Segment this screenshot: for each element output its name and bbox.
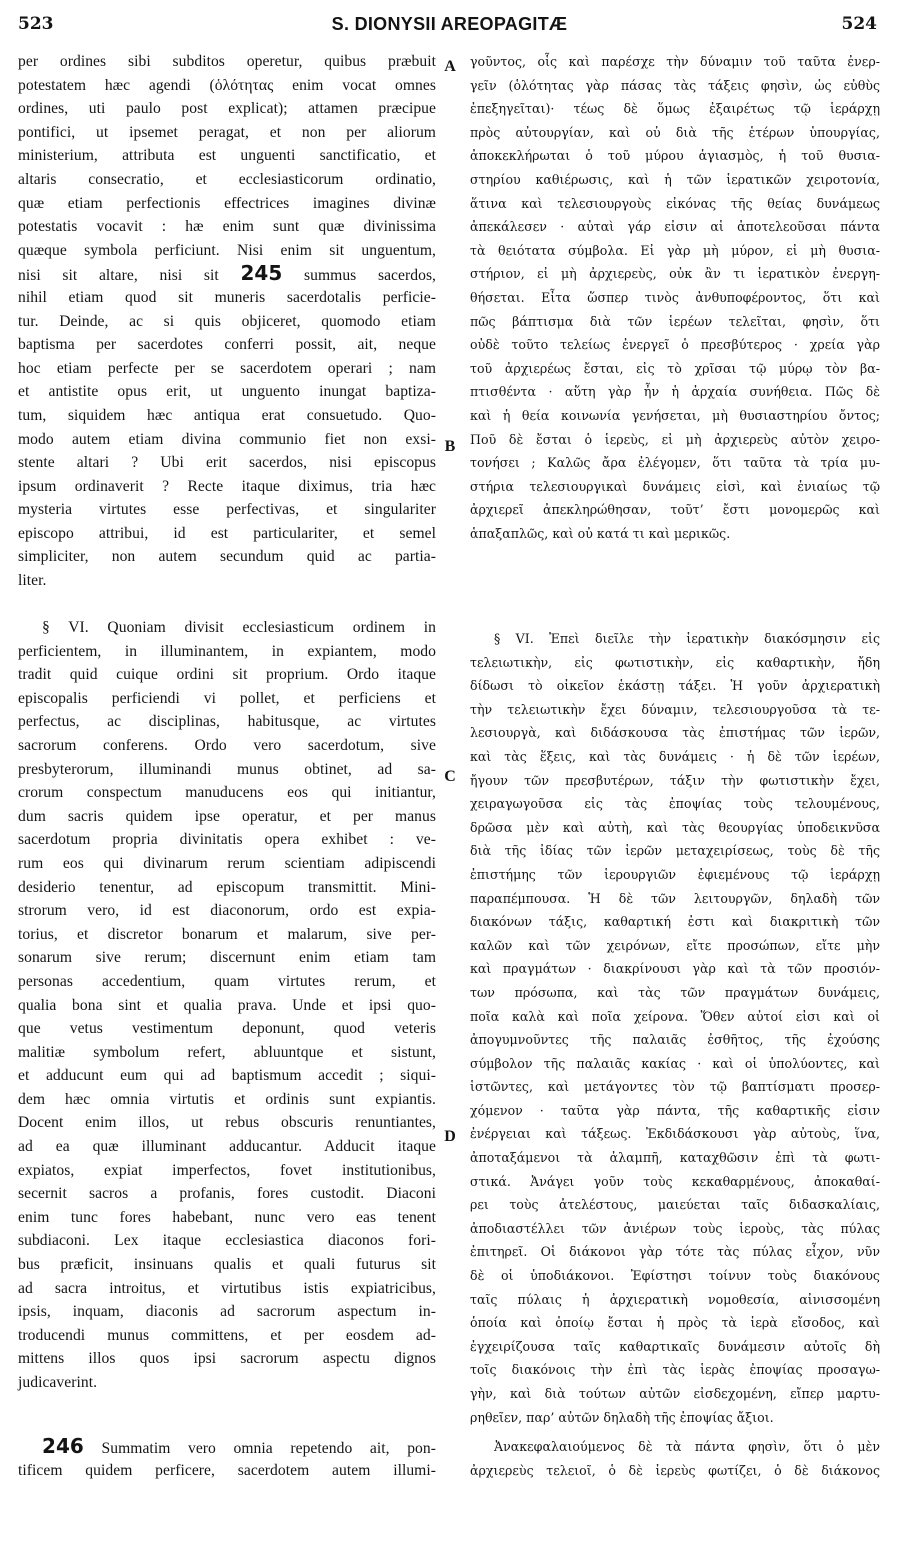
latin-p1-lines xyxy=(18,50,436,262)
text-line: ἀποταξάμενοι τὰ ἀλαμπῆ, καταχθῶσιν ἐπὶ τὰ φωτι- xyxy=(470,1150,880,1166)
text-line: τονήσει ; Καλῶς ἄρα ἐλέγομεν, ὅτι ταῦτα τὰ τρία μυ- xyxy=(470,455,880,471)
text-line: ἐγχειρίζουσα ταῖς καθαρτικαῖς δυνάμεσιν αὐτοῖς δὴ xyxy=(470,1338,880,1354)
text-line: πρὸς αὐτουργίαν, καὶ οὐ διὰ τῆς ἑτέρων ὑπουργίας, xyxy=(470,124,880,140)
text-line: sonarum sive rerum; discernunt enim etiam tam xyxy=(18,949,436,967)
text-line: simpliciter, non autem secundum quid ac partia- xyxy=(18,548,436,566)
text-line xyxy=(18,262,436,286)
text-line: liter. xyxy=(18,572,47,590)
text-line: ordines, uti paulo post explicat); attamen præcipue xyxy=(18,100,436,118)
text-line: perficientem, in illuminantem, in expiantem, modo xyxy=(18,642,436,660)
greek-paragraph-1 xyxy=(470,50,880,545)
text-line: ἀρχιερεὺς τελειοῖ, ὁ δὲ ἱερεὺς φωτίζει, ὁ δὲ διάκονος xyxy=(470,1462,880,1478)
inline-text: Summatim vero omnia repetendo ait, pon- xyxy=(101,1440,436,1457)
text-line: ἤγουν τῶν πρεσβυτέρων, τάξιν τὴν φωτιστικὴν ἔχει, xyxy=(470,772,880,788)
text-line: bus præficit, insinuans qualis et quali futurus sit xyxy=(18,1256,436,1274)
text-line: enim tunc fores habebant, nunc vero eas tenent xyxy=(18,1208,436,1226)
text-line: ἀποκεκλήρωται ὁ τοῦ μύρου ἁγιασμὸς, ἡ τοῦ θυσια- xyxy=(470,148,880,164)
margin-marker: D xyxy=(444,1128,456,1145)
text-line: tificem quidem perficere, sacerdotem autem illumi- xyxy=(18,1461,436,1479)
text-line: καὶ πραγμάτων · διακρίνουσι γὰρ καὶ τὰ τῶν προσιόν- xyxy=(470,961,880,977)
text-line: troducendi munus committens, et per eosdem ad- xyxy=(18,1326,436,1344)
text-line: στήρια τελεσιουργικαὶ δυνάμεις εἰσὶ, καὶ ἑνιαίως τῷ xyxy=(470,478,880,494)
text-line: § VI. Ἐπεὶ διεῖλε τὴν ἱερατικὴν διακόσμησιν εἰς xyxy=(494,631,880,646)
text-line: § VI. Quoniam divisit ecclesiasticum ordinem in xyxy=(42,619,436,636)
text-line: modo autem etiam divina communio fiet non exsi- xyxy=(18,430,436,448)
text-line: των πρόσωπα, καὶ τὰς τῶν πραγμάτων δυνάμεις, xyxy=(470,984,880,1000)
column-number: 245 xyxy=(240,261,283,286)
text-line: γοῦντος, οἷς καὶ παρέσχε τὴν δύναμιν τοῦ ταῦτα ἐνερ- xyxy=(470,54,880,69)
inline-text: nisi sit altare, nisi sit xyxy=(18,267,219,285)
margin-marker: B xyxy=(444,438,456,455)
text-line: stente altari ? Ubi erit sacerdos, nisi episcopus xyxy=(18,454,436,472)
text-line: ad sacra introitus, et virtutibus istis expiatricibus, xyxy=(18,1279,436,1297)
text-line: ἀπεκάλεσεν · αὐταὶ γάρ εἰσιν αἱ ἀποτελεοῦσαι πάντα xyxy=(470,219,880,235)
text-line: potestatem hæc agendi (ὁλότητας enim vocat omnes xyxy=(18,76,436,94)
text-line: διὰ τῆς ἰδίας τῶν ἱερῶν μεταχειρίσεως, τοὺς δὲ τῆς xyxy=(470,843,880,859)
text-line: ἀρχιερεῖ ἀπεκληρώθησαν, τοῦτ’ ἔστι μονομερῶς καὶ xyxy=(470,502,880,518)
text-line: λεσιουργὰ, καὶ διδάσκουσα τὰς ἐπιστήμας τῶν ἱερῶν, xyxy=(470,725,880,741)
text-line: χειραγωγοῦσα εἰς τὰς ἐποψίας τοὺς τελουμένους, xyxy=(470,796,880,812)
text-line xyxy=(18,1435,436,1459)
text-line: ἐπιτηρεῖ. Οἱ διάκονοι γὰρ τότε τὰς πύλας εἶχον, νῦν xyxy=(470,1244,880,1260)
text-line: subdiaconi. Lex itaque ecclesiastica diaconos fori- xyxy=(18,1232,436,1250)
text-line: per ordines sibi subditos operetur, quibus præbuit xyxy=(18,53,436,70)
page-header xyxy=(0,0,899,42)
text-line: episcopo attribui, id est particulariter, et semel xyxy=(18,524,436,542)
text-line: ἐπιστήμης τῶν ἱερουργιῶν ἐφιεμένους τῷ ἱεράρχῃ xyxy=(470,866,880,882)
text-line: γεῖν (ὁλότητας γὰρ πάσας τὰς τάξεις φησὶν, ὡς εὐθὺς xyxy=(470,77,880,93)
text-line: mittens illos quos ipsi sacrorum aspectu dignos xyxy=(18,1350,436,1368)
text-line: παραπέμπουσα. Ἡ δὲ τῶν λειτουργῶν, δηλαδὴ τῶν xyxy=(470,890,880,906)
text-line: τὴν τελειωτικὴν ἔχει δύναμιν, τελεσιουργοῦσα τὰ τε- xyxy=(470,701,880,717)
text-line: πῶς βάπτισμα διὰ τῶν ἱερέων τελεῖται, φησὶν, ὅτι xyxy=(470,313,880,329)
text-line: altaris consecratio, et ecclesiasticorum ordinatio, xyxy=(18,170,436,188)
text-line: ἐνέργειαι καὶ τάξεως. Ἐκδιδάσκουσι γὰρ αὐτοὺς, ἵνα, xyxy=(470,1126,880,1142)
text-line: οὐδὲ τοῦτο τελείως ἐνεργεῖ ὁ πρεσβύτερος · χρεία γὰρ xyxy=(470,337,880,353)
text-line: judicaverint. xyxy=(18,1374,98,1391)
text-line: ἱστῶντες, καὶ μετάγοντες τὸν τῷ βαπτίσματι προσερ- xyxy=(470,1079,880,1095)
text-line: ipsum ordinaverit ? Recte itaque diximus, tria hæc xyxy=(18,477,436,495)
text-line: quæ etiam perfectionis effectrices imagines divinæ xyxy=(18,194,436,212)
text-line: baptisma per sacerdotes conferri possit, ait, neque xyxy=(18,336,436,354)
text-line: episcopalis perficiendi vi pollet, et perficiens et xyxy=(18,689,436,707)
text-line: στικά. Ἀνάγει γοῦν τοὺς κεκαθαρμένους, ἀποκαθαί- xyxy=(470,1173,880,1189)
text-line: σύμβολον τῆς παλαιᾶς κακίας · καὶ οἱ ὑπολύοντες, καὶ xyxy=(470,1055,880,1071)
text-line: τοῖς διακόνοις τὴν ἐπὶ τὰς ἱερὰς ἐποψίας προσαγω- xyxy=(470,1362,880,1378)
text-line: δὲ οἱ ὑποδιάκονοι. Ἐφίστησι τοίνυν τοὺς διακόνους xyxy=(470,1268,880,1284)
latin-p1-rest-lines xyxy=(18,286,436,593)
text-line: χόμενον · ταῦτα γὰρ πάντα, τῆς καθαρτικῆς εἰσιν xyxy=(470,1102,880,1118)
text-line: πτισθέντα · αὕτη γὰρ ἦν ἡ ἀρχαία συνήθεια. Πῶς δὲ xyxy=(470,384,880,400)
text-line: ministerium, attributa est unguenti sanctificatio, et xyxy=(18,147,436,165)
latin-paragraph-1 xyxy=(18,50,436,593)
text-line: καλῶν καὶ τῶν χειρόνων, εἴτε προσώπων, εἴτε μὴν xyxy=(470,937,880,953)
margin-marker: C xyxy=(444,768,456,785)
text-line: Ἀνακεφαλαιούμενος δὲ τὰ πάντα φησὶν, ὅτι ὁ μὲν xyxy=(494,1439,880,1454)
text-line: rum eos qui divinarum rerum scientiam adipiscendi xyxy=(18,854,436,872)
inline-text: summus sacerdos, xyxy=(304,267,437,285)
text-line: pontifici, ut ipsemet peragat, et non per aliorum xyxy=(18,123,436,141)
text-line: ὁποία καὶ ὁποίῳ ἔσται ἡ πρὸς τὰ ἱερὰ εἴσοδος, καὶ xyxy=(470,1315,880,1331)
text-line: ταῖς πύλαις ἡ ἀρχιερατικὴ νομοθεσία, αἰνισσομένη xyxy=(470,1291,880,1307)
greek-paragraph-3 xyxy=(470,1435,880,1482)
page-number-left: 523 xyxy=(18,14,54,34)
text-line: nihil etiam quod sit muneris sacerdotalis perficie- xyxy=(18,288,436,306)
text-line: hoc etiam perfecte per se sacerdotem operari ; nam xyxy=(18,359,436,377)
text-line: δίδωσι τὸ οἰκεῖον ἑκάστῃ τάξει. Ἡ γοῦν ἀρχιερατικὴ xyxy=(470,678,880,694)
text-line: τοῦ ἀρχιερέως ἔσται, εἰς τὸ χρῖσαι τῷ μύρῳ τὸν βα- xyxy=(470,360,880,376)
text-line: que vetus vestimentum deponunt, quod veteris xyxy=(18,1020,436,1038)
text-line: presbyterorum, illuminandi munus obtinet, ad sa- xyxy=(18,760,436,778)
column-number: 246 xyxy=(42,1434,84,1458)
text-line: ἀποδιαστέλλει τῶν ἀνιέρων τοὺς ἱεροὺς, τὰς πύλας xyxy=(470,1220,880,1236)
margin-marker: A xyxy=(444,58,456,75)
text-line: Docent enim illos, ut rebus obscuris renuntiantes, xyxy=(18,1114,436,1132)
text-line: tur. Deinde, ac si quis objiceret, quomodo etiam xyxy=(18,312,436,330)
text-line: crorum conspectum manuducens eos qui initiantur, xyxy=(18,784,436,802)
text-line: στηρίου καθιέρωσις, καὶ ἡ τῶν ἱερατικῶν χειροτονία, xyxy=(470,171,880,187)
text-line: dem hæc omnia virtutis et ordinis sunt expiantis. xyxy=(18,1090,436,1108)
text-line: δρῶσα μὲν καὶ αὐτὴ, καὶ τὰς θεουργίας ὑποδεικνῦσα xyxy=(470,819,880,835)
greek-paragraph-2 xyxy=(470,627,880,1429)
text-line: ἅτινα καὶ τελεσιουργοὺς εἰκόνας τῆς θείας δυνάμεως xyxy=(470,195,880,211)
text-line: ρηθεῖεν, παρ’ αὐτῶν δηλαδὴ τῆς ἐποψίας ἄξιοι. xyxy=(470,1409,774,1425)
text-line: ρει τοὺς ἀτελέστους, μαιεύεται ταῖς διδασκαλίαις, xyxy=(470,1197,880,1213)
text-line: personas accedentium, quam virtutes rerum, et xyxy=(18,972,436,990)
text-line: διακόνων τάξις, καθαρτική ἐστι καὶ διακριτικὴ τῶν xyxy=(470,914,880,930)
text-line: στήριον, εἰ μὴ ἀρχιερεὺς, οὐκ ἂν τι ἱερατικὸν ἐνεργη- xyxy=(470,266,880,282)
text-line: θήσεται. Εἶτα ὥσπερ τινὸς ἀνθυποφέροντος, ὅτι καὶ xyxy=(470,289,880,305)
text-line: καὶ ἡ θεία κοινωνία γενήσεται, μὴ θυσιαστηρίου ὄντος; xyxy=(470,407,880,423)
text-line: expiatos, expiat imperfectos, fovet institutionibus, xyxy=(18,1161,436,1179)
text-line: ἁπαξαπλῶς, καὶ οὐ κατά τι καὶ μερικῶς. xyxy=(470,525,731,541)
text-line: τελειωτικὴν, εἰς φωτιστικὴν, εἰς καθαρτικὴν, ἤδη xyxy=(470,654,880,670)
text-line: tradit quid cuique ordini sit proprium. Ordo itaque xyxy=(18,666,436,684)
text-line: secernit sacros a profanis, fores custodit. Diaconi xyxy=(18,1185,436,1203)
page-number-right: 524 xyxy=(841,14,877,34)
text-line: ἐπεξηγεῖται)· τέως δὲ ὅμως ἐξαιρέτως τῷ ἱεράρχῃ xyxy=(470,101,880,117)
latin-paragraph-2 xyxy=(18,616,436,1395)
text-line: ipsis, inquam, diaconis ad sacrorum aspectum in- xyxy=(18,1303,436,1321)
text-line: torius, et discretor bonarum et malarum, sive per- xyxy=(18,925,436,943)
text-line: dum sacris quidem ipse operatur, et per manus xyxy=(18,807,436,825)
text-line: perfectus, ac disciplinas, habitusque, ac virtutes xyxy=(18,713,436,731)
text-line: sacerdotum propria divinitatis opera exhibet : ve- xyxy=(18,831,436,849)
text-line: ad ea quæ illuminant adducantur. Adducit itaque xyxy=(18,1138,436,1156)
text-line: ποῖα καλὰ καὶ ποῖα χείρονα. Ὅθεν αὐτοί εἰσι καὶ οἱ xyxy=(470,1008,880,1024)
text-line: strorum vero, id est diaconorum, ordo est expia- xyxy=(18,902,436,920)
text-line: Ποῦ δὲ ἔσται ὁ ἱερεὺς, εἰ μὴ ἀρχιερεὺς αὐτὸν χειρο- xyxy=(470,431,880,447)
text-line: potestatis vocavit : hæ enim sunt quæ divinissima xyxy=(18,218,436,236)
text-line: qualia bona sint et qualia prava. Unde et ipsi quo- xyxy=(18,996,436,1014)
running-title: S. DIONYSII AREOPAGITÆ xyxy=(331,14,568,34)
text-line: καὶ τὰς ἕξεις, καὶ τὰς δυνάμεις · ἡ δὲ τῶν ἱερέων, xyxy=(470,748,880,764)
text-line: tum, siquidem hæc antiqua erat consuetudo. Quo- xyxy=(18,406,436,424)
text-line: malitiæ symbolum refert, abluuntque et sistunt, xyxy=(18,1043,436,1061)
text-line: τὰ θειότατα σύμβολα. Εἰ γὰρ μὴ μύρον, εἰ μὴ θυσια- xyxy=(470,242,880,258)
text-line: mysteria virtutes esse perfectivas, et singulariter xyxy=(18,501,436,519)
text-line: desiderio tenentur, ad episcopum transmittit. Mini- xyxy=(18,878,436,896)
text-line: sacrorum conferens. Ordo vero sacerdotum, sive xyxy=(18,736,436,754)
text-line: ἀπογυμνοῦντες τῆς παλαιᾶς ἐσθῆτος, τῆς ἐχούσης xyxy=(470,1032,880,1048)
text-line: quæque symbola perficiunt. Nisi enim sit unguentum, xyxy=(18,241,436,259)
text-line: et adducunt eum qui ad baptismum accedit ; siqui- xyxy=(18,1067,436,1085)
text-line: et antistite opus erit, ut unguento inungat baptiza- xyxy=(18,383,436,401)
text-line: γὴν, καὶ διὰ τούτων αὐτῶν εἰσδεχομένη, εἴπερ μαρτυ- xyxy=(470,1386,880,1401)
latin-paragraph-3 xyxy=(18,1435,436,1482)
